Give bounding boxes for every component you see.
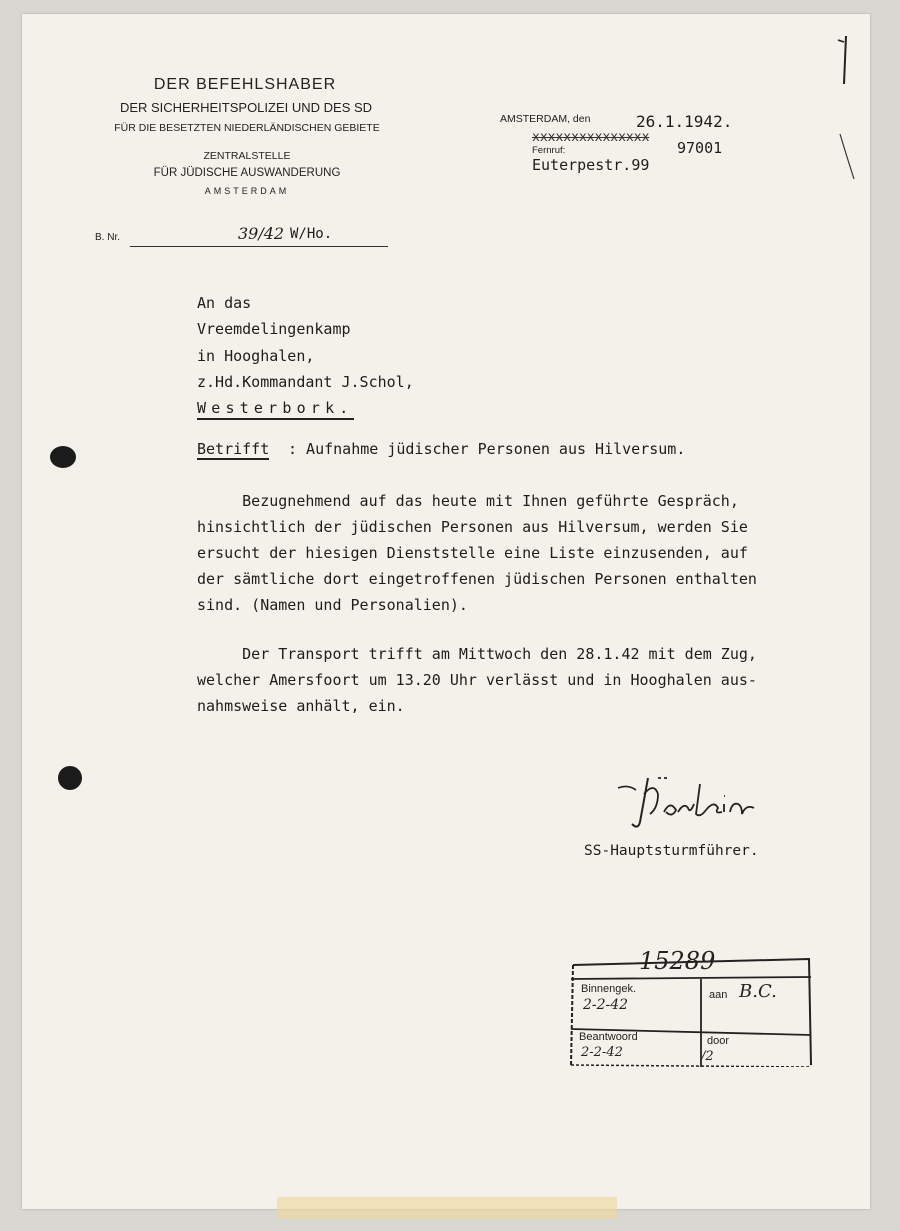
letterhead-city: AMSTERDAM (204, 186, 290, 196)
letterhead-title: DER BEFEHLSHABER (153, 76, 337, 93)
body-paragraph-1: Bezugnehmend auf das heute mit Ihnen geführte Gespräch, hinsichtlich der jüdischen Personen aus Hilversum, werden Sie ersucht der hiesigen Dienststelle eine Liste einzusenden, auf der sämtliche dort eingetroffenen jüdischen Personen enthalten sind. (Namen und Personalien). (197, 492, 757, 614)
stamp-to-label: aan (709, 989, 728, 1001)
reference-underline (130, 246, 388, 247)
recipient-line-3: in Hooghalen, (197, 347, 315, 365)
letterhead-line-central-office: ZENTRALSTELLE (203, 150, 291, 162)
stamp-received-date: 2-2-42 (583, 997, 629, 1013)
punch-hole (58, 766, 82, 790)
handwritten-signature (614, 774, 764, 834)
dateline-city-label: AMSTERDAM, den (500, 113, 591, 125)
phone-label: Fernruf: (532, 145, 566, 156)
body-paragraph-2: Der Transport trifft am Mittwoch den 28.1.42 mit dem Zug, welcher Amersfoort um 13.20 Uhr verlässt und in Hooghalen aus- nahmsweise anhält, ein. (197, 645, 757, 715)
stamp-answered-label: Beantwoord (579, 1031, 638, 1043)
stamp-to-value: B.C. (739, 981, 777, 1002)
letterhead-line-occupied-territories: FÜR DIE BESETZTEN NIEDERLÄNDISCHEN GEBIETE (114, 122, 380, 134)
reference-number: 39/42 (238, 224, 285, 243)
street-address: Euterpestr.99 (532, 156, 650, 174)
subject-text: : Aufnahme jüdischer Personen aus Hilversum. (288, 440, 686, 458)
recipient-line-4: z.Hd.Kommandant J.Schol, (197, 373, 414, 391)
stamp-answered-date: 2-2-42 (581, 1045, 623, 1060)
recipient-line-2: Vreemdelingenkamp (197, 320, 351, 338)
letterhead-line-security-police: DER SICHERHEITSPOLIZEI UND DES SD (119, 100, 373, 115)
phone-number: 97001 (677, 139, 723, 157)
letter-page (22, 14, 870, 1209)
stamp-by-value: /2 (701, 1049, 714, 1064)
letterhead-line-emigration: FÜR JÜDISCHE AUSWANDERUNG (153, 167, 341, 179)
margin-pen-mark (834, 34, 864, 184)
punch-hole (50, 446, 76, 468)
stamp-received-label: Binnengek. (581, 983, 637, 995)
reference-suffix: W/Ho. (290, 226, 333, 242)
letter-date: 26.1.1942. (636, 112, 733, 131)
tape-residue (277, 1197, 617, 1219)
signature-title: SS-Hauptsturmführer. (584, 843, 759, 859)
registration-stamp (569, 947, 813, 1067)
reference-label: B. Nr. (95, 232, 121, 243)
recipient-line-1: An das (197, 294, 252, 312)
subject-label: Betrifft (197, 440, 270, 458)
stamp-by-label: door (707, 1035, 730, 1047)
struck-out-address: xxxxxxxxxxxxxxx (532, 130, 650, 145)
recipient-place: Westerbork. (197, 399, 354, 420)
stamp-number: 15289 (639, 947, 716, 975)
